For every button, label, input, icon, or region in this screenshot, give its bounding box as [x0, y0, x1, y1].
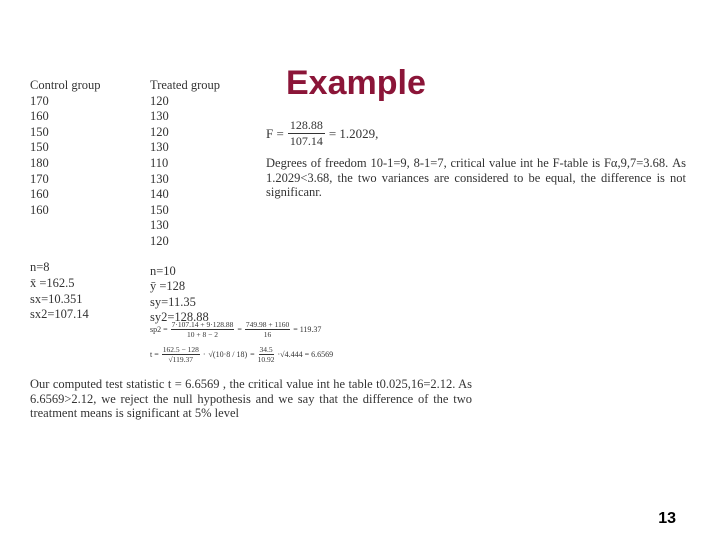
page-number: 13: [658, 510, 676, 527]
t-denominator-2: 10.92: [257, 355, 275, 364]
f-numerator: 128.88: [289, 118, 323, 132]
treated-value: 120: [150, 93, 169, 108]
t-numerator: 162.5 − 128: [162, 345, 199, 354]
treated-sd: sy=11.35: [150, 294, 196, 309]
control-value: 150: [30, 140, 49, 155]
treated-value: 130: [150, 171, 169, 186]
conclusion-text: Our computed test statistic t = 6.6569 , the critical value int he table t0.025,16=2.12. As 6.6569>2.12, we reject the null hypothesis and we say that the difference of the two treatment means is significant at 5% level: [30, 377, 472, 420]
pooled-variance-formula: [150, 320, 321, 339]
treated-n: n=10: [150, 263, 176, 278]
control-group-column: [30, 78, 100, 323]
control-sd: sx=10.351: [30, 291, 83, 306]
treated-value: 130: [150, 218, 169, 233]
f-lhs: F =: [266, 125, 284, 141]
treated-value: 120: [150, 233, 169, 248]
sp-numerator: 7·107.14 + 9·128.88: [171, 320, 234, 329]
f-rhs: = 1.2029,: [328, 125, 379, 141]
treated-mean: ȳ =128: [150, 279, 186, 294]
control-value: 160: [30, 109, 49, 124]
t-denominator: √119.37: [168, 355, 194, 364]
treated-value: 130: [150, 140, 169, 155]
t-numerator-2: 34.5: [259, 345, 273, 354]
t-fraction-1: [162, 345, 200, 364]
t-root: √(10·8 / 18): [208, 350, 248, 359]
control-n: n=8: [30, 260, 50, 275]
control-value: 170: [30, 93, 49, 108]
t-lhs: t =: [150, 350, 159, 359]
treated-value: 120: [150, 124, 169, 139]
control-value: 180: [30, 155, 49, 170]
sp-denominator-2: 16: [263, 330, 272, 339]
t-dot: ·: [202, 350, 206, 359]
control-value: 160: [30, 187, 49, 202]
f-test-explanation: Degrees of freedom 10-1=9, 8-1=7, critical value int he F-table is Fα,9,7=3.68. As 1.2029<3.68, the two variances are considered to be equal, the difference is not significanr.: [266, 156, 686, 199]
t-equals: =: [250, 350, 255, 359]
control-value: 160: [30, 202, 49, 217]
control-mean: x̄ =162.5: [30, 275, 75, 290]
treated-group-column: [150, 78, 220, 326]
treated-value: 140: [150, 187, 169, 202]
t-statistic-formula: [150, 345, 333, 364]
control-variance: sx2=107.14: [30, 307, 89, 322]
f-denominator: 107.14: [289, 134, 323, 148]
treated-variance: sy2=128.88: [150, 310, 209, 325]
sp-rhs: = 119.37: [293, 325, 322, 334]
f-fraction: [288, 118, 325, 149]
sp-lhs: sp2 =: [150, 325, 168, 334]
slide-title: Example: [286, 64, 426, 102]
t-rhs: ·√4.444 = 6.6569: [277, 350, 334, 359]
sp-equals: =: [237, 325, 242, 334]
treated-group-header: Treated group: [150, 78, 221, 92]
treated-value: 130: [150, 109, 169, 124]
control-value: 150: [30, 124, 49, 139]
control-value: 170: [30, 171, 49, 186]
f-statistic-formula: [266, 118, 378, 149]
treated-value: 150: [150, 202, 169, 217]
treated-value: 110: [150, 155, 169, 170]
sp-numerator-2: 749.98 + 1160: [245, 320, 290, 329]
control-group-header: Control group: [30, 78, 101, 92]
sp-fraction-1: [171, 320, 235, 339]
sp-fraction-2: [245, 320, 290, 339]
sp-denominator: 10 + 8 − 2: [187, 330, 218, 339]
t-fraction-2: [258, 345, 275, 364]
